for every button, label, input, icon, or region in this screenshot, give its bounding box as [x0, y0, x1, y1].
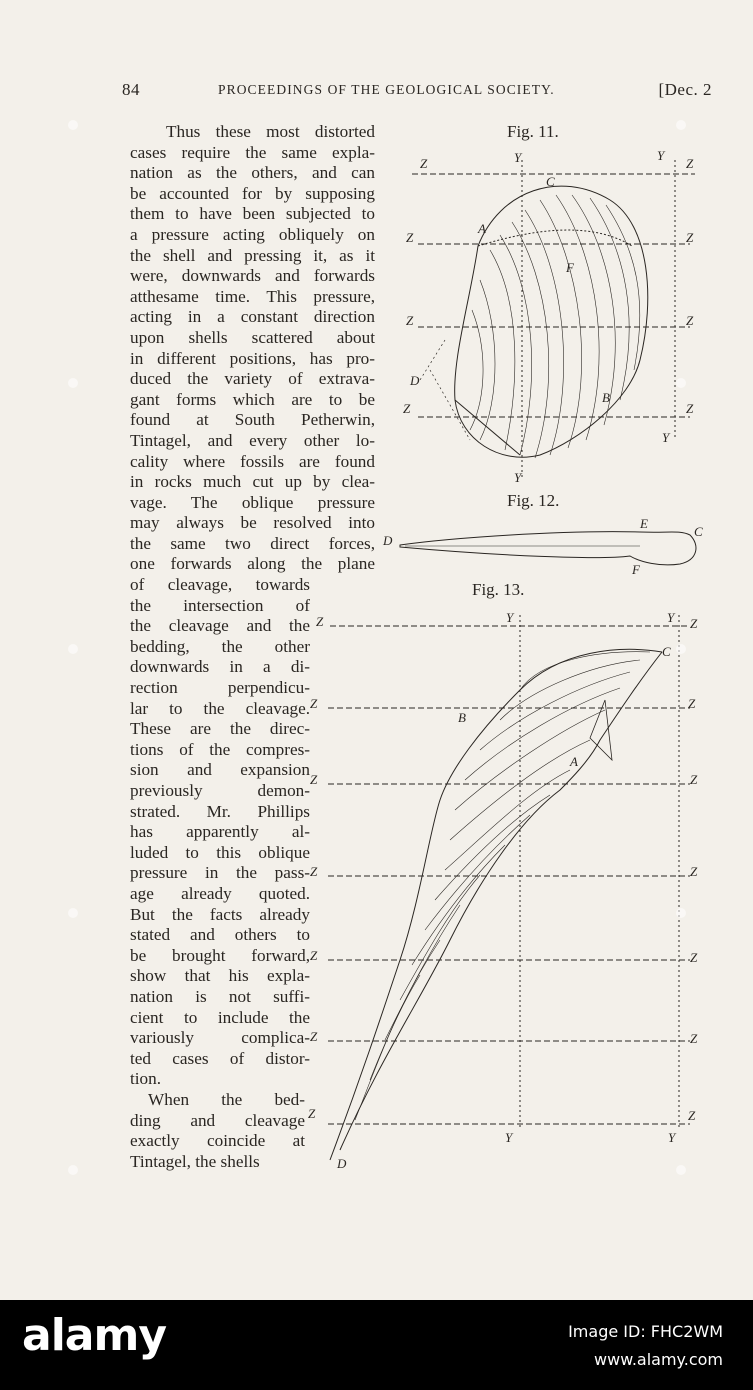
page-number: 84 [122, 80, 140, 99]
alamy-url: www.alamy.com [594, 1350, 723, 1369]
fig11-y1: Y [514, 150, 522, 165]
watermark-dot [68, 378, 78, 388]
fig13-z1: Z [316, 614, 324, 629]
fig13-z8: Z [690, 864, 698, 879]
fig-12-caption: Fig. 12. [507, 491, 560, 510]
text-line: nation as the others, and can [130, 163, 375, 183]
fig13-d: D [337, 1156, 347, 1171]
text-line: bedding, the other [130, 636, 310, 656]
text-line: the intersection of [130, 595, 310, 615]
text-line: Thus these most distorted [166, 122, 375, 141]
fig11-y4: Y [514, 470, 522, 485]
fig12-c: C [694, 524, 703, 539]
fig11-c: C [546, 174, 555, 189]
text-line: stated and others to [130, 925, 310, 945]
text-line: previously demon- [130, 781, 310, 800]
fig13-y1: Y [506, 610, 514, 625]
text-line: a pressure acting obliquely on [130, 224, 375, 244]
alamy-logo: alamy [22, 1310, 166, 1361]
text-line: downwards in a di- [130, 657, 310, 677]
text-line: These are the direc- [130, 719, 310, 739]
text-line: variously complica- [130, 1028, 310, 1048]
fig13-y2: Y [667, 610, 675, 625]
header-date: [Dec. 2 [658, 80, 712, 99]
text-line: in different positions, has pro- [130, 348, 375, 368]
fig13-z3: Z [310, 696, 318, 711]
fig12-e: E [640, 516, 648, 531]
text-line: lar to the cleavage. [130, 698, 310, 718]
text-line: the same two direct forces, [130, 533, 375, 553]
text-line: gant forms which are to be [130, 389, 375, 409]
fig11-b: B [602, 390, 610, 405]
fig-11-labels [403, 148, 694, 485]
text-line: age already quoted. [130, 883, 310, 903]
fig11-y2: Y [657, 148, 665, 163]
text-line: show that his expla- [130, 966, 310, 986]
fig13-a: A [570, 754, 578, 769]
text-line: nation is not suffi- [130, 986, 310, 1006]
text-line: acting in a constant direction [130, 307, 375, 327]
text-line: ding and cleavage [130, 1110, 305, 1130]
fig13-b: B [458, 710, 466, 725]
fig11-z1: Z [420, 156, 428, 171]
fig11-z2: Z [686, 156, 694, 171]
text-line: the cleavage and the [130, 616, 310, 636]
text-line: But the facts already [130, 904, 310, 924]
text-line: cality where fossils are found [130, 451, 375, 471]
text-line: luded to this oblique [130, 842, 310, 862]
fig13-z10: Z [690, 950, 698, 965]
fig-13-drawing [328, 615, 690, 1160]
fig13-c: C [662, 644, 671, 659]
fig13-z7: Z [310, 864, 318, 879]
watermark-dot [68, 1165, 78, 1175]
fig11-z3: Z [406, 230, 414, 245]
text-line: exactly coincide at [130, 1131, 305, 1151]
text-line: of cleavage, towards [130, 575, 310, 595]
text-line: in rocks much cut up by clea- [130, 472, 375, 492]
watermark-dot [68, 644, 78, 654]
fig13-z2: Z [690, 616, 698, 631]
fig13-z4: Z [688, 696, 696, 711]
text-line: cases require the same expla- [130, 142, 375, 162]
text-line: tions of the compres- [130, 739, 310, 759]
text-line: tion. [130, 1069, 162, 1089]
text-line: be accounted for by supposing [130, 183, 375, 203]
fig-11-drawing [412, 160, 695, 480]
fig11-y3: Y [662, 430, 670, 445]
fig11-a: A [478, 221, 486, 236]
text-line: has apparently al- [130, 822, 310, 842]
text-line: Tintagel, the shells [130, 1151, 260, 1171]
fig11-z7: Z [403, 401, 411, 416]
text-line: strated. Mr. Phillips [130, 801, 310, 821]
fig13-z12: Z [690, 1031, 698, 1046]
text-line: found at South Petherwin, [130, 410, 375, 430]
image-id: Image ID: FHC2WM [568, 1322, 723, 1341]
text-line: one forwards along the plane [130, 554, 375, 574]
watermark-dot [68, 908, 78, 918]
text-line: may always be resolved into [130, 513, 375, 533]
fig11-z5: Z [406, 313, 414, 328]
text-line: Tintagel, and every other lo- [130, 430, 375, 450]
fig-11-caption: Fig. 11. [507, 122, 559, 141]
text-line: pressure in the pass- [130, 863, 310, 883]
text-line: atthesame time. This pressure, [130, 286, 375, 306]
text-line: duced the variety of extrava- [130, 369, 375, 389]
text-line: upon shells scattered about [130, 327, 375, 347]
watermark-dot [676, 1165, 686, 1175]
watermark-dot [676, 644, 686, 654]
text-line: sion and expansion [130, 760, 310, 780]
text-line: be brought forward, [130, 945, 310, 965]
fig-12-labels [382, 516, 703, 577]
fig13-z13: Z [308, 1106, 316, 1121]
fig13-y4: Y [668, 1130, 676, 1145]
fig13-z14: Z [688, 1108, 696, 1123]
fig11-d: D [410, 373, 420, 388]
running-title: PROCEEDINGS OF THE GEOLOGICAL SOCIETY. [218, 82, 555, 97]
fig13-z11: Z [310, 1029, 318, 1044]
text-line: vage. The oblique pressure [130, 492, 375, 512]
watermark-dot [676, 908, 686, 918]
fig12-d: D [383, 533, 393, 548]
text-line: them to have been subjected to [130, 204, 375, 224]
text-line: the shell and pressing it, as it [130, 245, 375, 265]
text-line: rection perpendicu- [130, 678, 310, 698]
fig13-z5: Z [310, 772, 318, 787]
fig11-f: F [566, 260, 574, 275]
watermark-dot [676, 120, 686, 130]
watermark-dot [676, 378, 686, 388]
fig11-z6: Z [686, 313, 694, 328]
text-line: When the bed- [148, 1089, 305, 1109]
fig-13-caption: Fig. 13. [472, 580, 525, 599]
fig-13-labels [308, 610, 698, 1171]
text-line: cient to include the [130, 1007, 310, 1027]
fig11-z4: Z [686, 230, 694, 245]
fig-12-drawing [400, 532, 696, 565]
fig13-y3: Y [505, 1130, 513, 1145]
fig13-z9: Z [310, 948, 318, 963]
fig13-z6: Z [690, 772, 698, 787]
watermark-dot [68, 120, 78, 130]
fig-13-ribs [355, 652, 650, 1120]
text-line: ted cases of distor- [130, 1048, 310, 1068]
fig12-f: F [632, 562, 640, 577]
text-line: were, downwards and forwards [130, 266, 375, 286]
fig11-z8: Z [686, 401, 694, 416]
